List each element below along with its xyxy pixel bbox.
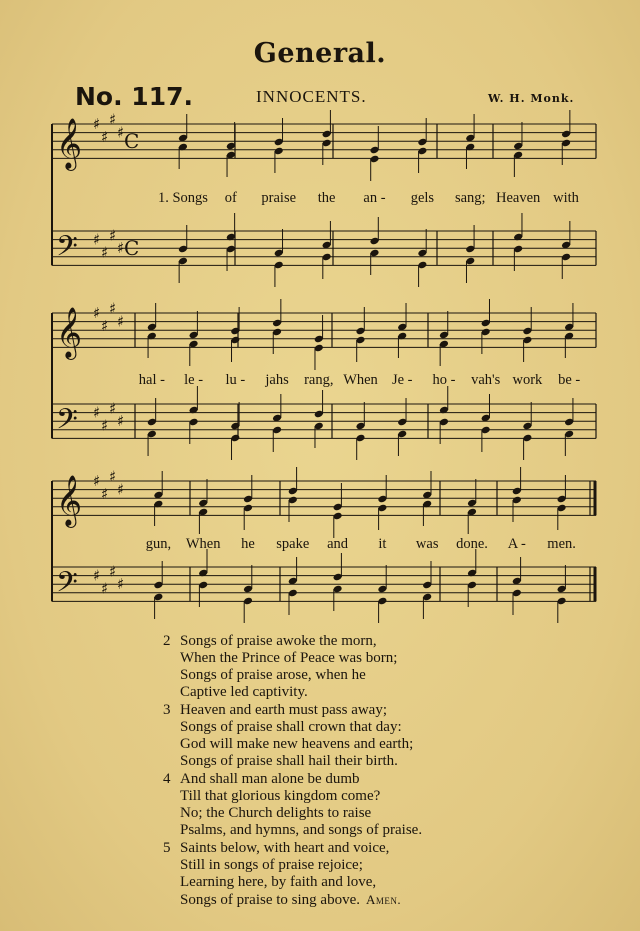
lyric-word: was [415, 536, 439, 552]
bass-clef-icon: 𝄢 [56, 403, 78, 443]
sharp-icon: ♯ [101, 316, 109, 335]
lyric-word: an - [363, 190, 386, 206]
verse-line: Songs of praise shall hail their birth. [180, 753, 398, 769]
lyric-word: gels [410, 190, 435, 206]
lyric-word: le - [184, 372, 204, 388]
sharp-icon: ♯ [101, 579, 109, 598]
lyric-word: praise [261, 190, 297, 206]
verse-number: 4 [163, 771, 171, 787]
verse-line: Songs of praise awoke the morn, [180, 633, 377, 649]
verse-line: When the Prince of Peace was born; [180, 650, 398, 666]
verse-line: Saints below, with heart and voice, [180, 840, 390, 856]
sharp-icon: ♯ [117, 312, 125, 331]
lyric-word: with [553, 190, 579, 206]
sharp-icon: ♯ [101, 416, 109, 435]
sharp-icon: ♯ [101, 243, 109, 262]
lyric-word: vah's [471, 372, 501, 388]
lyric-word: Heaven [496, 190, 541, 206]
lyric-word: and [327, 536, 349, 552]
lyric-word: hal - [138, 372, 165, 388]
sharp-icon: ♯ [101, 484, 109, 503]
verse-line: Captive led captivity. [180, 684, 308, 700]
lyric-word: done. [456, 536, 488, 552]
verse-4 [163, 771, 603, 839]
sharp-icon: ♯ [93, 403, 101, 422]
sharp-icon: ♯ [93, 304, 101, 322]
lyric-word: be - [558, 372, 581, 388]
composer-credit: W. H. Monk. [488, 92, 575, 105]
bass-clef-icon: 𝄢 [56, 566, 78, 606]
lyric-word: spake [276, 536, 310, 552]
lyric-word: Je - [391, 372, 413, 388]
verse-line: Songs of praise shall crown that day: [180, 719, 402, 735]
sharp-icon: ♯ [117, 123, 125, 142]
sharp-icon: ♯ [117, 480, 125, 499]
verse-number: 2 [163, 633, 171, 649]
treble-clef-icon: 𝄞 [56, 475, 83, 526]
lyric-word: it [378, 536, 387, 552]
sharp-icon: ♯ [109, 110, 117, 129]
verse-line: And shall man alone be dumb [180, 771, 360, 787]
sharp-icon: ♯ [117, 239, 125, 258]
lyric-word: gun, [145, 536, 172, 552]
time-signature: C [124, 129, 140, 153]
lyric-word: A - [507, 536, 526, 552]
lyric-word: sang; [454, 190, 486, 206]
sharp-icon: ♯ [109, 399, 117, 418]
sharp-icon: ♯ [101, 127, 109, 146]
sharp-icon: ♯ [109, 562, 117, 581]
lyric-word: jahs [265, 372, 289, 388]
verse-2 [163, 633, 603, 701]
lyric-word: of [224, 190, 237, 206]
time-signature: C [124, 236, 140, 260]
lyric-word: work [512, 372, 543, 388]
verse-line: Psalms, and hymns, and songs of praise. [180, 822, 423, 838]
verse-line: Till that glorious kingdom come? [180, 788, 381, 804]
sharp-icon: ♯ [109, 226, 117, 245]
sharp-icon: ♯ [93, 566, 101, 585]
verse-line: God will make new heavens and earth; [180, 736, 414, 752]
verses-block [163, 633, 603, 910]
verse-3 [163, 702, 603, 770]
verse-line: Songs of praise arose, when he [180, 667, 366, 683]
verse-5 [163, 840, 603, 909]
sharp-icon: ♯ [109, 467, 117, 486]
verse-line: Still in songs of praise rejoice; [180, 857, 363, 873]
sharp-icon: ♯ [117, 575, 125, 594]
treble-clef-icon: 𝄞 [56, 307, 83, 358]
lyric-word: he [241, 536, 255, 552]
lyric-word: ho - [432, 372, 456, 388]
sharp-icon: ♯ [109, 299, 117, 318]
amen-label: Amen. [365, 892, 402, 907]
treble-clef-icon: 𝄞 [56, 118, 83, 169]
verse-line: No; the Church delights to raise [180, 805, 372, 821]
bass-clef-icon: 𝄢 [56, 230, 78, 270]
lyric-word: men. [547, 536, 576, 552]
verse-line: Learning here, by faith and love, [180, 874, 377, 890]
sharp-icon: ♯ [93, 230, 101, 249]
verse-number: 5 [163, 840, 171, 856]
verse-line [180, 891, 603, 909]
verse-line: Heaven and earth must pass away; [180, 702, 388, 718]
sharp-icon: ♯ [93, 115, 101, 133]
sharp-icon: ♯ [93, 472, 101, 490]
lyric-word: When [343, 372, 378, 388]
lyric-word: rang, [304, 372, 334, 388]
verse-line-text: Songs of praise to sing above. [180, 892, 360, 908]
lyric-word: When [185, 536, 221, 552]
verse-number: 3 [163, 702, 171, 718]
lyric-word: lu - [225, 372, 246, 388]
lyric-word: 1. Songs [157, 190, 208, 206]
tune-name: INNOCENTS. [256, 87, 367, 106]
lyric-word: the [317, 190, 336, 206]
hymn-number: No. 117. [75, 82, 193, 111]
sharp-icon: ♯ [117, 412, 125, 431]
section-heading: General. [253, 38, 387, 69]
